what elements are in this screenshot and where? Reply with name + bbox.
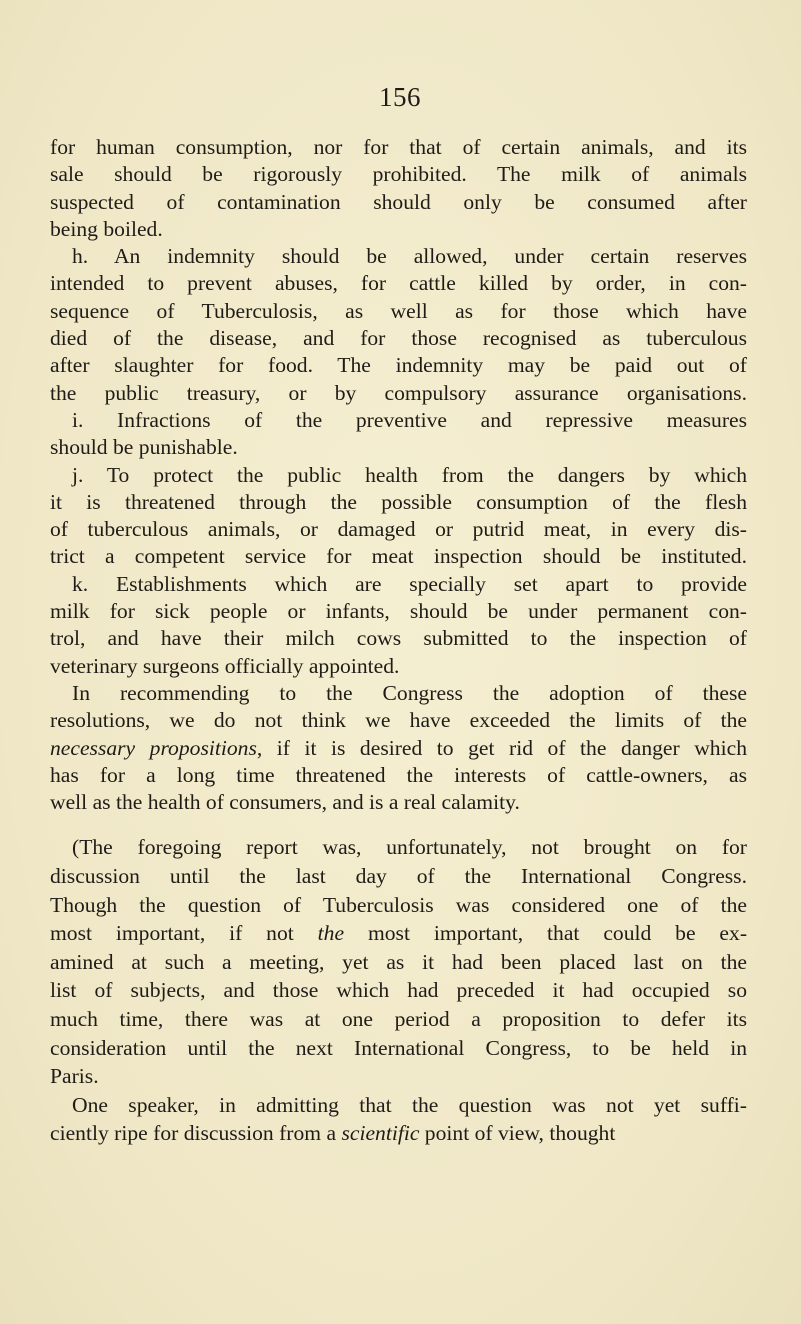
- text-line: the public treasury, or by compulsory assurance organisations.: [50, 380, 747, 405]
- text-line: has for a long time threatened the interests of cattle-owners, as: [50, 762, 747, 787]
- text-line: died of the disease, and for those recognised as tuberculous: [50, 326, 747, 351]
- text-line: [50, 919, 747, 948]
- text-run: ciently ripe for discussion from a: [50, 1121, 342, 1146]
- page-number: 156: [379, 82, 421, 112]
- text-line: [50, 1119, 747, 1148]
- text-line: [50, 735, 747, 762]
- page-body: [50, 134, 747, 1148]
- text-line: suspected of contamination should only be consumed after: [50, 189, 747, 214]
- text-line: amined at such a meeting, yet as it had been placed last on the: [50, 949, 747, 974]
- text-line: trict a competent service for meat inspection should be instituted.: [50, 544, 747, 569]
- text-run: most important, if not: [50, 921, 318, 946]
- italic-word: scientific: [341, 1121, 420, 1146]
- text-line: discussion until the last day of the International Congress.: [50, 864, 747, 889]
- text-line: consideration until the next International Congress, to be held in: [50, 1035, 747, 1060]
- text-line: (The foregoing report was, unfortunately, not brought on for: [72, 835, 747, 860]
- text-line: Paris.: [50, 1064, 99, 1089]
- text-line: k. Establishments which are specially set apart to provide: [72, 571, 747, 596]
- text-line: much time, there was at one period a proposition to defer its: [50, 1006, 747, 1031]
- text-line: One speaker, in admitting that the question was not yet suffi-: [72, 1092, 747, 1117]
- text-line: h. An indemnity should be allowed, under certain reserves: [72, 244, 747, 269]
- text-line: well as the health of consumers, and is a real calamity.: [50, 790, 520, 815]
- resolutions-section: [50, 134, 747, 816]
- text-line: trol, and have their milch cows submitted to the inspection of: [50, 626, 747, 651]
- text-line: it is threatened through the possible consumption of the flesh: [50, 489, 747, 514]
- text-line: veterinary surgeons officially appointed.: [50, 653, 400, 678]
- italic-phrase: necessary propositions: [50, 735, 257, 760]
- editorial-note-section: [50, 833, 747, 1148]
- text-line: for human consumption, nor for that of certain animals, and its: [50, 135, 747, 159]
- text-line: should be punishable.: [50, 435, 238, 460]
- text-line: resolutions, we do not think we have exceeded the limits of the: [50, 708, 747, 733]
- text-line: after slaughter for food. The indemnity may be paid out of: [50, 353, 747, 378]
- text-line: i. Infractions of the preventive and repressive measures: [72, 407, 747, 432]
- text-run: most important, that could be ex-: [344, 921, 748, 946]
- text-line: Though the question of Tuberculosis was considered one of the: [50, 892, 747, 917]
- text-line: In recommending to the Congress the adoption of these: [72, 680, 747, 705]
- text-line: intended to prevent abuses, for cattle killed by order, in con-: [50, 271, 747, 296]
- text-line: of tuberculous animals, or damaged or putrid meat, in every dis-: [50, 517, 747, 542]
- text-line: sale should be rigorously prohibited. The milk of animals: [50, 162, 747, 187]
- italic-word: the: [317, 921, 345, 946]
- text-line: milk for sick people or infants, should be under permanent con-: [50, 599, 747, 624]
- text-run: , if it is desired to get rid of the danger which: [256, 735, 747, 760]
- text-line: sequence of Tuberculosis, as well as for those which have: [50, 298, 747, 323]
- text-line: list of subjects, and those which had preceded it had occupied so: [50, 978, 747, 1003]
- text-run: point of view, thought: [419, 1121, 616, 1146]
- text-line: being boiled.: [50, 216, 163, 241]
- text-line: j. To protect the public health from the dangers by which: [72, 462, 747, 487]
